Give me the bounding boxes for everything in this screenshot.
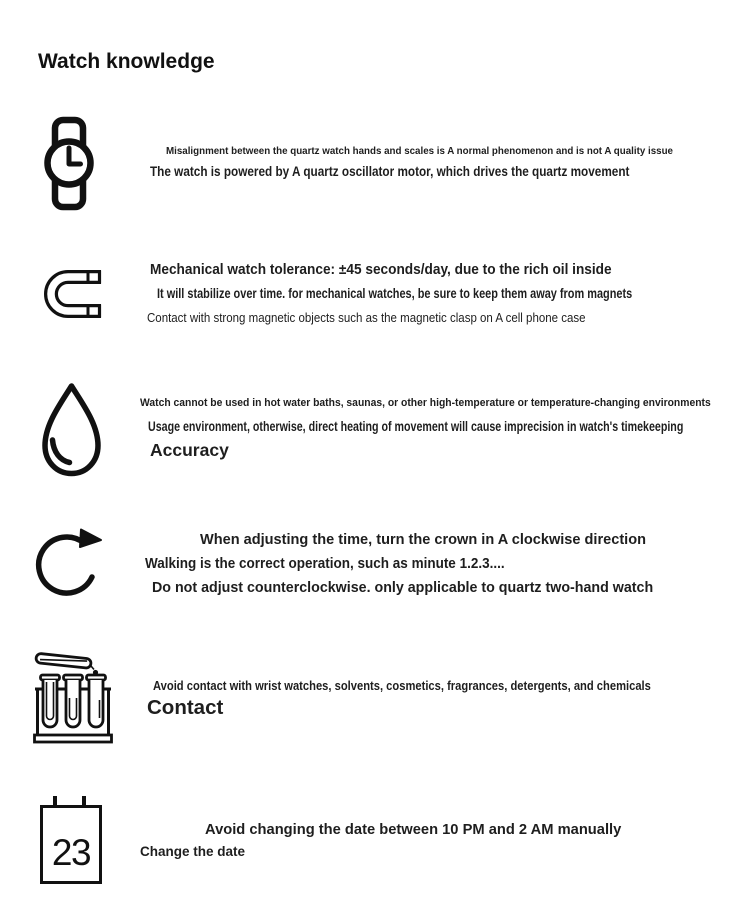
crown-walking-note: Walking is the correct operation, such as minute 1.2.3.... [145,555,505,572]
test-tubes-icon [33,648,113,745]
magnet-contact-note: Contact with strong magnetic objects such as the magnetic clasp on A cell phone case [147,311,586,325]
page-title: Watch knowledge [38,50,215,74]
magnet-warning-note: It will stabilize over time. for mechanical watches, be sure to keep them away from magnets [157,286,633,301]
clockwise-arrow-icon [35,526,103,606]
quartz-movement-note: The watch is powered by A quartz oscillator motor, which drives the quartz movement [150,163,630,179]
usage-environment-note: Usage environment, otherwise, direct heating of movement will cause imprecision in watch's timekeeping [148,419,684,434]
crown-counterclockwise-note: Do not adjust counterclockwise. only applicable to quartz two-hand watch [152,579,654,596]
crown-adjust-headline: When adjusting the time, turn the crown in A clockwise direction [200,531,646,548]
magnet-icon [38,268,104,320]
watch-icon [42,116,96,211]
calendar-body [40,805,102,884]
water-drop-icon [38,381,105,479]
change-date-note: Change the date [140,844,246,859]
quartz-misalignment-note: Misalignment between the quartz watch hands and scales is A normal phenomenon and is not A quality issue [166,145,673,157]
accuracy-heading: Accuracy [150,440,229,460]
date-change-headline: Avoid changing the date between 10 PM and 2 AM manually [205,821,622,838]
tolerance-headline: Mechanical watch tolerance: ±45 seconds/day, due to the rich oil inside [150,261,612,278]
contact-heading: Contact [147,696,224,719]
chemicals-warning-note: Avoid contact with wrist watches, solvents, cosmetics, fragrances, detergents, and chemicals [153,678,651,693]
temperature-warning-note: Watch cannot be used in hot water baths, saunas, or other high-temperature or temperature-changing environments [140,397,711,409]
calendar-icon [40,796,102,884]
calendar-day-number: 23 [51,831,91,873]
